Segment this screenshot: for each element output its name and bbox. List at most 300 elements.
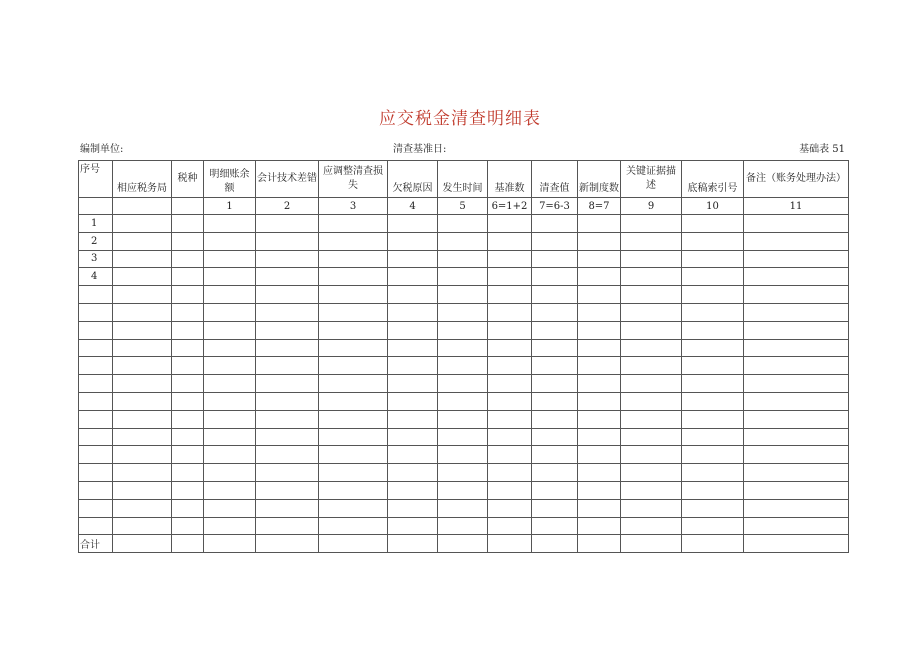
table-cell bbox=[488, 357, 532, 375]
table-cell bbox=[438, 357, 488, 375]
row-index-cell bbox=[79, 517, 113, 535]
col-number: 2 bbox=[256, 198, 319, 215]
table-cell bbox=[621, 215, 682, 233]
table-cell bbox=[744, 481, 849, 499]
table-cell bbox=[319, 535, 388, 553]
table-cell bbox=[319, 250, 388, 268]
table-row bbox=[79, 250, 849, 268]
table-cell bbox=[744, 499, 849, 517]
table-cell bbox=[256, 215, 319, 233]
table-cell bbox=[113, 268, 172, 286]
table-cell bbox=[256, 481, 319, 499]
table-cell bbox=[319, 321, 388, 339]
table-cell bbox=[319, 268, 388, 286]
unit-label: 编制单位: bbox=[80, 144, 124, 155]
table-cell bbox=[532, 321, 578, 339]
table-cell bbox=[256, 268, 319, 286]
table-cell bbox=[388, 286, 438, 304]
table-cell bbox=[388, 428, 438, 446]
table-cell bbox=[578, 232, 621, 250]
table-row bbox=[79, 357, 849, 375]
table-row bbox=[79, 464, 849, 482]
table-cell bbox=[438, 232, 488, 250]
table-cell bbox=[113, 446, 172, 464]
table-cell bbox=[682, 357, 744, 375]
col-number: 11 bbox=[744, 198, 849, 215]
table-cell bbox=[578, 321, 621, 339]
col-number bbox=[113, 198, 172, 215]
col-header-index: 序号 bbox=[79, 161, 113, 198]
table-cell bbox=[256, 286, 319, 304]
table-cell bbox=[319, 215, 388, 233]
table-cell bbox=[172, 286, 204, 304]
table-cell bbox=[621, 446, 682, 464]
table-cell bbox=[532, 446, 578, 464]
table-cell bbox=[113, 481, 172, 499]
table-cell bbox=[438, 250, 488, 268]
row-index-cell: 3 bbox=[79, 250, 113, 268]
table-cell bbox=[256, 535, 319, 553]
table-cell bbox=[388, 481, 438, 499]
table-cell bbox=[532, 499, 578, 517]
table-cell bbox=[388, 357, 438, 375]
table-cell bbox=[172, 481, 204, 499]
table-cell bbox=[621, 535, 682, 553]
table-cell bbox=[256, 375, 319, 393]
table-cell bbox=[172, 268, 204, 286]
table-cell bbox=[532, 232, 578, 250]
table-row bbox=[79, 392, 849, 410]
table-cell bbox=[172, 250, 204, 268]
table-cell bbox=[256, 499, 319, 517]
table-cell bbox=[172, 375, 204, 393]
table-cell bbox=[204, 215, 256, 233]
detail-table bbox=[78, 160, 849, 553]
col-number: 8=7 bbox=[578, 198, 621, 215]
table-cell bbox=[256, 250, 319, 268]
table-cell bbox=[438, 446, 488, 464]
table-cell bbox=[682, 375, 744, 393]
table-row bbox=[79, 481, 849, 499]
date-label: 清查基准日: bbox=[393, 144, 447, 155]
table-row bbox=[79, 286, 849, 304]
table-cell bbox=[113, 321, 172, 339]
table-cell bbox=[621, 232, 682, 250]
table-cell bbox=[388, 446, 438, 464]
table-cell bbox=[319, 303, 388, 321]
table-cell bbox=[532, 392, 578, 410]
table-cell bbox=[388, 535, 438, 553]
row-index-cell bbox=[79, 375, 113, 393]
page-title: 应交税金清查明细表 bbox=[379, 109, 541, 129]
col-number bbox=[79, 198, 113, 215]
table-cell bbox=[319, 392, 388, 410]
table-cell bbox=[532, 375, 578, 393]
table-cell bbox=[578, 339, 621, 357]
table-cell bbox=[578, 410, 621, 428]
table-cell bbox=[172, 232, 204, 250]
table-cell bbox=[488, 428, 532, 446]
table-cell bbox=[532, 250, 578, 268]
table-cell bbox=[113, 357, 172, 375]
row-index-cell bbox=[79, 410, 113, 428]
table-cell bbox=[682, 286, 744, 304]
row-index-cell: 4 bbox=[79, 268, 113, 286]
table-cell bbox=[578, 446, 621, 464]
table-row bbox=[79, 232, 849, 250]
table-cell bbox=[682, 535, 744, 553]
table-cell bbox=[204, 268, 256, 286]
table-cell bbox=[532, 339, 578, 357]
table-cell bbox=[172, 357, 204, 375]
table-cell bbox=[744, 464, 849, 482]
col-number: 4 bbox=[388, 198, 438, 215]
table-cell bbox=[682, 250, 744, 268]
table-cell bbox=[682, 446, 744, 464]
table-cell bbox=[532, 428, 578, 446]
col-header-new-system-amount: 新制度数 bbox=[578, 161, 621, 198]
row-index-cell bbox=[79, 339, 113, 357]
table-row bbox=[79, 339, 849, 357]
table-cell bbox=[438, 410, 488, 428]
table-row bbox=[79, 410, 849, 428]
table-cell bbox=[204, 286, 256, 304]
table-cell bbox=[204, 410, 256, 428]
table-cell bbox=[438, 481, 488, 499]
table-cell bbox=[319, 499, 388, 517]
table-cell bbox=[578, 464, 621, 482]
table-cell bbox=[319, 410, 388, 428]
table-cell bbox=[488, 517, 532, 535]
table-cell bbox=[438, 517, 488, 535]
table-cell bbox=[388, 339, 438, 357]
col-number bbox=[172, 198, 204, 215]
table-cell bbox=[204, 446, 256, 464]
table-cell bbox=[744, 535, 849, 553]
row-index-cell: 2 bbox=[79, 232, 113, 250]
table-cell bbox=[204, 392, 256, 410]
table-cell bbox=[578, 499, 621, 517]
table-cell bbox=[488, 215, 532, 233]
table-cell bbox=[113, 464, 172, 482]
table-cell bbox=[744, 410, 849, 428]
row-index-cell bbox=[79, 481, 113, 499]
table-cell bbox=[256, 357, 319, 375]
table-cell bbox=[621, 268, 682, 286]
table-cell bbox=[172, 215, 204, 233]
table-cell bbox=[682, 215, 744, 233]
table-cell bbox=[204, 375, 256, 393]
table-cell bbox=[488, 375, 532, 393]
table-cell bbox=[578, 215, 621, 233]
col-header-checked-value: 清查值 bbox=[532, 161, 578, 198]
col-number: 6=1+2 bbox=[488, 198, 532, 215]
table-cell bbox=[113, 535, 172, 553]
table-cell bbox=[488, 303, 532, 321]
table-cell bbox=[682, 232, 744, 250]
table-cell bbox=[488, 464, 532, 482]
table-cell bbox=[388, 303, 438, 321]
table-row bbox=[79, 517, 849, 535]
table-cell bbox=[319, 375, 388, 393]
table-cell bbox=[113, 303, 172, 321]
table-cell bbox=[113, 286, 172, 304]
table-cell bbox=[744, 250, 849, 268]
table-cell bbox=[388, 464, 438, 482]
table-cell bbox=[682, 303, 744, 321]
table-cell bbox=[256, 321, 319, 339]
table-cell bbox=[204, 535, 256, 553]
table-cell bbox=[744, 268, 849, 286]
table-cell bbox=[319, 481, 388, 499]
col-header-occurrence-time: 发生时间 bbox=[438, 161, 488, 198]
form-code: 基础表 51 bbox=[799, 144, 845, 155]
row-index-cell bbox=[79, 499, 113, 517]
table-cell bbox=[578, 481, 621, 499]
row-index-cell bbox=[79, 321, 113, 339]
table-cell bbox=[172, 446, 204, 464]
table-cell bbox=[744, 446, 849, 464]
table-cell bbox=[532, 303, 578, 321]
table-cell bbox=[578, 517, 621, 535]
table-cell bbox=[204, 464, 256, 482]
table-cell bbox=[578, 268, 621, 286]
table-cell bbox=[113, 215, 172, 233]
table-cell bbox=[532, 535, 578, 553]
table-cell bbox=[532, 215, 578, 233]
table-cell bbox=[682, 481, 744, 499]
table-cell bbox=[438, 339, 488, 357]
table-cell bbox=[682, 464, 744, 482]
table-cell bbox=[488, 339, 532, 357]
table-cell bbox=[532, 410, 578, 428]
table-cell bbox=[172, 392, 204, 410]
table-cell bbox=[388, 392, 438, 410]
table-cell bbox=[682, 392, 744, 410]
table-cell bbox=[744, 339, 849, 357]
table-cell bbox=[319, 339, 388, 357]
col-header-arrears-reason: 欠税原因 bbox=[388, 161, 438, 198]
table-cell bbox=[621, 392, 682, 410]
header-row bbox=[79, 161, 849, 198]
col-number: 9 bbox=[621, 198, 682, 215]
table-cell bbox=[319, 428, 388, 446]
table-cell bbox=[319, 232, 388, 250]
table-cell bbox=[488, 250, 532, 268]
row-index-cell bbox=[79, 303, 113, 321]
table-cell bbox=[744, 392, 849, 410]
table-cell bbox=[488, 232, 532, 250]
table-cell bbox=[204, 357, 256, 375]
table-row bbox=[79, 303, 849, 321]
table-cell bbox=[388, 268, 438, 286]
table-cell bbox=[204, 232, 256, 250]
row-index-cell bbox=[79, 428, 113, 446]
col-number: 5 bbox=[438, 198, 488, 215]
table-cell bbox=[172, 464, 204, 482]
row-index-cell bbox=[79, 464, 113, 482]
table-cell bbox=[744, 321, 849, 339]
col-number: 3 bbox=[319, 198, 388, 215]
table-cell bbox=[438, 392, 488, 410]
table-cell bbox=[621, 428, 682, 446]
table-cell bbox=[744, 286, 849, 304]
table-cell bbox=[388, 410, 438, 428]
table-cell bbox=[256, 428, 319, 446]
table-cell bbox=[172, 303, 204, 321]
col-header-key-evidence: 关键证据描述 bbox=[621, 161, 682, 198]
table-cell bbox=[438, 303, 488, 321]
col-header-workpaper-index: 底稿索引号 bbox=[682, 161, 744, 198]
table-cell bbox=[532, 357, 578, 375]
table-cell bbox=[578, 286, 621, 304]
table-cell bbox=[488, 286, 532, 304]
table-cell bbox=[256, 303, 319, 321]
table-cell bbox=[488, 321, 532, 339]
table-cell bbox=[744, 232, 849, 250]
table-cell bbox=[578, 375, 621, 393]
col-number: 1 bbox=[204, 198, 256, 215]
table-cell bbox=[388, 250, 438, 268]
table-cell bbox=[532, 268, 578, 286]
table-cell bbox=[682, 339, 744, 357]
table-cell bbox=[204, 339, 256, 357]
table-cell bbox=[438, 215, 488, 233]
table-cell bbox=[488, 499, 532, 517]
row-index-cell bbox=[79, 392, 113, 410]
table-row bbox=[79, 375, 849, 393]
table-cell bbox=[172, 410, 204, 428]
table-cell bbox=[388, 499, 438, 517]
table-cell bbox=[621, 499, 682, 517]
table-cell bbox=[578, 250, 621, 268]
table-cell bbox=[488, 446, 532, 464]
table-cell bbox=[744, 517, 849, 535]
table-cell bbox=[388, 232, 438, 250]
table-cell bbox=[438, 428, 488, 446]
table-row bbox=[79, 446, 849, 464]
table-cell bbox=[256, 392, 319, 410]
col-number: 7=6-3 bbox=[532, 198, 578, 215]
row-index-cell: 1 bbox=[79, 215, 113, 233]
table-cell bbox=[578, 357, 621, 375]
table-cell bbox=[532, 517, 578, 535]
table-cell bbox=[438, 286, 488, 304]
table-cell bbox=[113, 232, 172, 250]
table-cell bbox=[532, 464, 578, 482]
table-cell bbox=[256, 464, 319, 482]
total-row bbox=[79, 535, 849, 553]
table-cell bbox=[113, 392, 172, 410]
table-cell bbox=[172, 535, 204, 553]
table-cell bbox=[319, 357, 388, 375]
table-cell bbox=[319, 286, 388, 304]
table-cell bbox=[621, 303, 682, 321]
table-cell bbox=[621, 410, 682, 428]
table-cell bbox=[578, 428, 621, 446]
table-cell bbox=[438, 535, 488, 553]
table-cell bbox=[532, 481, 578, 499]
table-row bbox=[79, 321, 849, 339]
col-header-tax-bureau: 相应税务局 bbox=[113, 161, 172, 198]
table-cell bbox=[488, 535, 532, 553]
table-cell bbox=[488, 268, 532, 286]
table-cell bbox=[532, 286, 578, 304]
table-cell bbox=[113, 250, 172, 268]
table-cell bbox=[388, 215, 438, 233]
table-cell bbox=[256, 339, 319, 357]
row-index-cell bbox=[79, 286, 113, 304]
col-header-accounting-error: 会计技术差错 bbox=[256, 161, 319, 198]
table-cell bbox=[578, 303, 621, 321]
table-cell bbox=[621, 464, 682, 482]
table-cell bbox=[388, 321, 438, 339]
col-header-ledger-balance: 明细账余额 bbox=[204, 161, 256, 198]
table-cell bbox=[682, 517, 744, 535]
table-cell bbox=[113, 375, 172, 393]
table-cell bbox=[682, 268, 744, 286]
table-cell bbox=[682, 499, 744, 517]
col-header-tax-type: 税种 bbox=[172, 161, 204, 198]
col-header-base-amount: 基准数 bbox=[488, 161, 532, 198]
total-label: 合计 bbox=[79, 535, 113, 553]
table-row bbox=[79, 215, 849, 233]
table-cell bbox=[744, 215, 849, 233]
table-cell bbox=[682, 410, 744, 428]
table-cell bbox=[682, 428, 744, 446]
table-cell bbox=[172, 339, 204, 357]
table-cell bbox=[172, 321, 204, 339]
table-cell bbox=[744, 303, 849, 321]
table-cell bbox=[113, 499, 172, 517]
table-cell bbox=[256, 410, 319, 428]
table-cell bbox=[621, 517, 682, 535]
table-cell bbox=[744, 357, 849, 375]
col-header-remarks: 备注（账务处理办法） bbox=[744, 161, 849, 198]
table-cell bbox=[438, 268, 488, 286]
table-cell bbox=[204, 321, 256, 339]
table-cell bbox=[744, 375, 849, 393]
table-cell bbox=[621, 357, 682, 375]
table-cell bbox=[172, 517, 204, 535]
table-cell bbox=[256, 517, 319, 535]
table-cell bbox=[204, 499, 256, 517]
table-cell bbox=[204, 303, 256, 321]
table-cell bbox=[621, 375, 682, 393]
table-cell bbox=[621, 339, 682, 357]
table-cell bbox=[113, 410, 172, 428]
table-cell bbox=[438, 499, 488, 517]
table-cell bbox=[172, 428, 204, 446]
table-cell bbox=[113, 428, 172, 446]
table-cell bbox=[744, 428, 849, 446]
table-cell bbox=[438, 321, 488, 339]
row-index-cell bbox=[79, 357, 113, 375]
table-cell bbox=[256, 446, 319, 464]
table-cell bbox=[488, 481, 532, 499]
table-cell bbox=[172, 499, 204, 517]
table-cell bbox=[578, 392, 621, 410]
row-index-cell bbox=[79, 446, 113, 464]
table-cell bbox=[319, 464, 388, 482]
table-row bbox=[79, 268, 849, 286]
table-cell bbox=[204, 428, 256, 446]
table-cell bbox=[319, 517, 388, 535]
table-cell bbox=[621, 481, 682, 499]
table-cell bbox=[204, 517, 256, 535]
column-number-row bbox=[79, 198, 849, 215]
table-cell bbox=[621, 286, 682, 304]
